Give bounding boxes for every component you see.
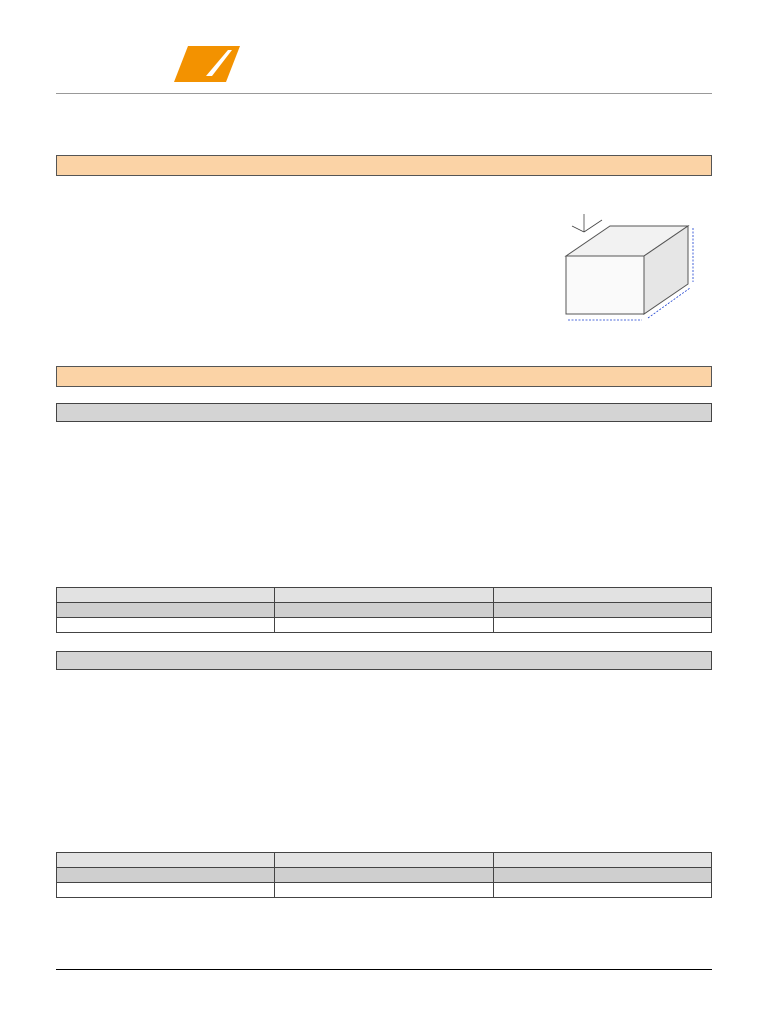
value-excentricidad: [493, 618, 711, 633]
value-presion: [57, 618, 275, 633]
col-presion: [57, 853, 275, 868]
unit-succion: [275, 603, 493, 618]
unit-excentricidad: [493, 603, 711, 618]
eje-y-heading: [56, 651, 712, 670]
col-excentricidad: [493, 588, 711, 603]
eje-x-heading: [56, 403, 712, 422]
header-divider: [56, 93, 712, 94]
value-succion: [275, 618, 493, 633]
resultado-heading: [56, 366, 712, 387]
col-succion: [275, 853, 493, 868]
eje-x-results-table: [56, 587, 712, 633]
value-presion: [57, 883, 275, 898]
eje-y-results-table: [56, 852, 712, 898]
unit-excentricidad: [493, 868, 711, 883]
col-succion: [275, 588, 493, 603]
hyp-x-minus-figure: [440, 440, 670, 575]
unit-presion: [57, 603, 275, 618]
hyp-x-plus-figure: [110, 440, 340, 575]
hyp-y-minus-figure: [440, 686, 670, 836]
value-succion: [275, 883, 493, 898]
col-excentricidad: [493, 853, 711, 868]
hyp-y-plus-figure: [110, 686, 340, 836]
footer-divider: [56, 969, 712, 970]
col-presion: [57, 588, 275, 603]
datos-heading: [56, 155, 712, 176]
building-box-figure: [548, 196, 718, 336]
value-excentricidad: [493, 883, 711, 898]
cce-logo: [56, 36, 246, 86]
unit-presion: [57, 868, 275, 883]
unit-succion: [275, 868, 493, 883]
